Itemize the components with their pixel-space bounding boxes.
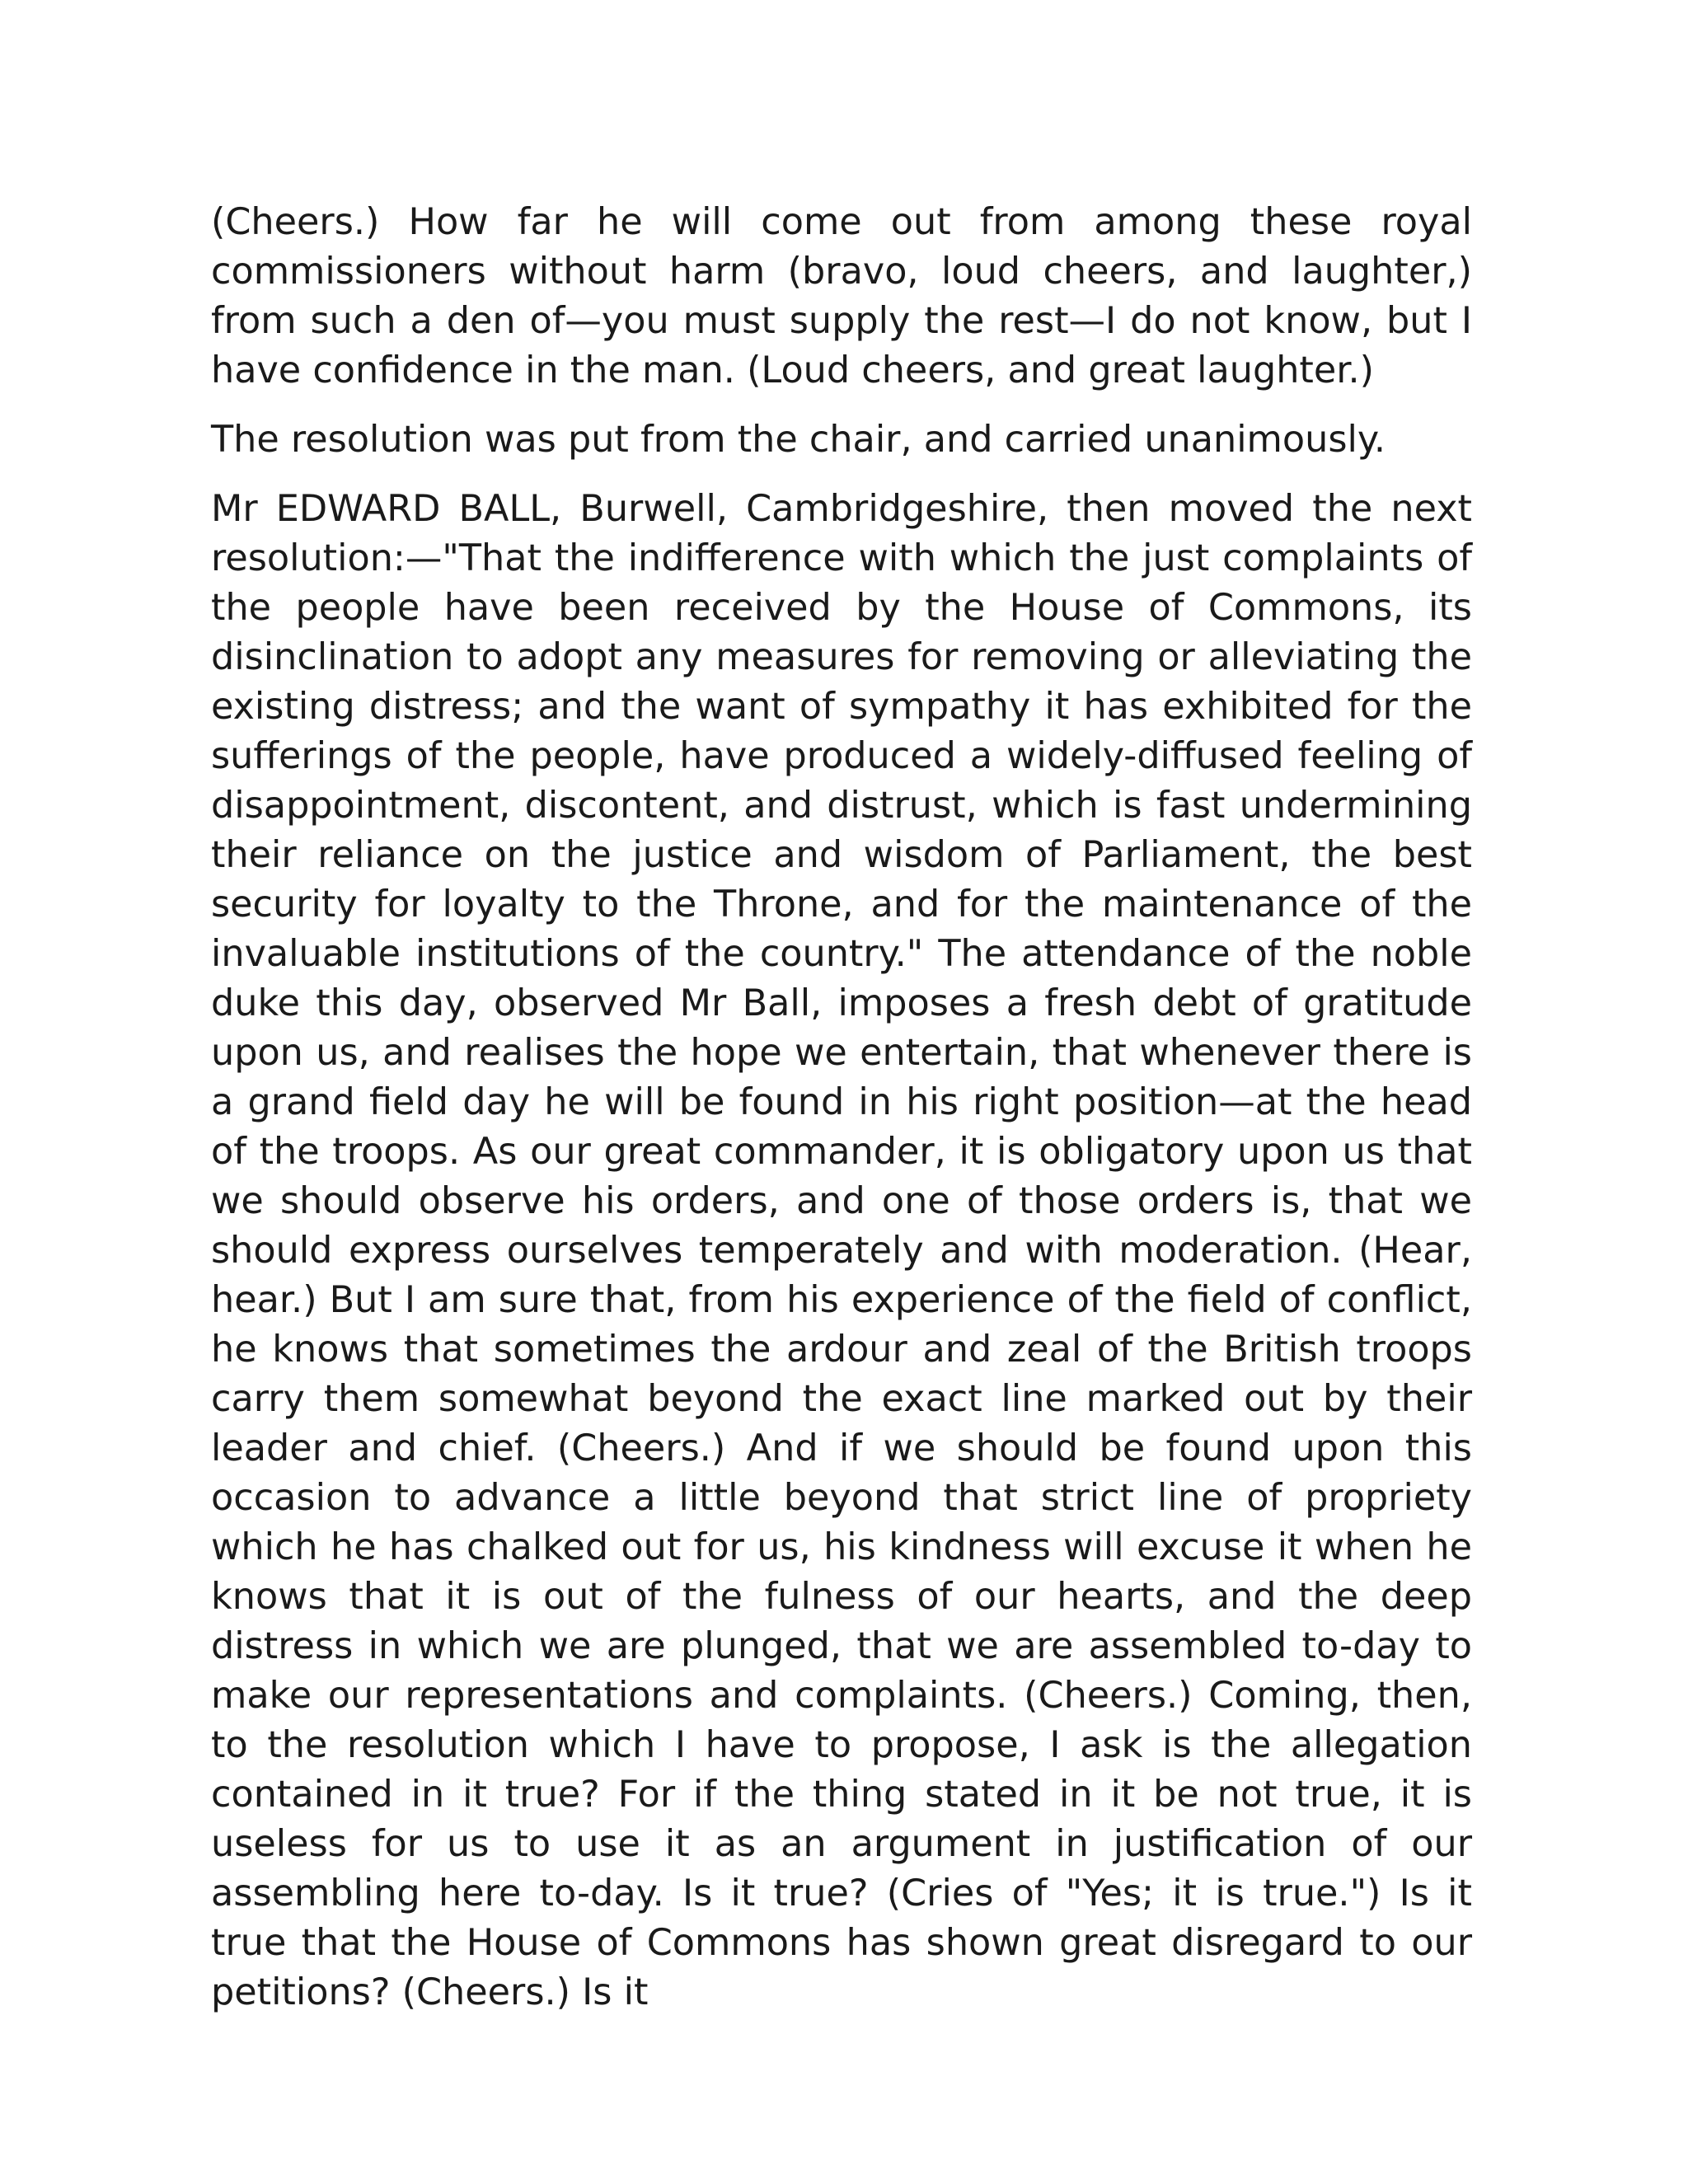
paragraph-edward-ball-speech: Mr EDWARD BALL, Burwell, Cambridgeshire, then moved the next resolution:—"That the indifference with which the just complaints of the people have been received by the House of Commons, its disinclination to adopt any measures for removing or alleviating the existing distress; and the want of sympathy it has exhibited for the sufferings of the people, have produced a widely-diffused feeling of disappointment, discontent, and distrust, which is fast undermining their reliance on the justice and wisdom of Parliament, the best security for loyalty to the Throne, and for the maintenance of the invaluable institutions of the country." The attendance of the noble duke this day, observed Mr Ball, imposes a fresh debt of gratitude upon us, and realises the hope we entertain, that whenever there is a grand field day he will be found in his right position—at the head of the troops. As our great commander, it is obligatory upon us that we should observe his orders, and one of those orders is, that we should express ourselves temperately and with moderation. (Hear, hear.) But I am sure that, from his experience of the field of conflict, he knows that sometimes the ardour and zeal of the British troops carry them somewhat beyond the exact line marked out by their leader and chief. (Cheers.) And if we should be found upon this occasion to advance a little beyond that strict line of propriety which he has chalked out for us, his kindness will excuse it when he knows that it is out of the fulness of our hearts, and the deep distress in which we are plunged, that we are assembled to-day to make our representations and complaints. (Cheers.) Coming, then, to the resolution which I have to propose, I ask is the allegation contained in it true? For if the thing stated in it be not true, it is useless for us to use it as an argument in justification of our assembling here to-day. Is it true? (Cries of "Yes; it is true.") Is it true that the House of Commons has shown great disregard to our petitions? (Cheers.) Is it (211, 488, 1472, 2013)
paragraph-resolution-carried: The resolution was put from the chair, and carried unanimously. (211, 419, 1386, 461)
body-text (211, 198, 1472, 2037)
paragraph-continuation: (Cheers.) How far he will come out from among these royal commissioners without harm (bravo, loud cheers, and laughter,) from such a den of—you must supply the rest—I do not know, but I have confidence in the man. (Loud cheers, and great laughter.) (211, 201, 1472, 391)
